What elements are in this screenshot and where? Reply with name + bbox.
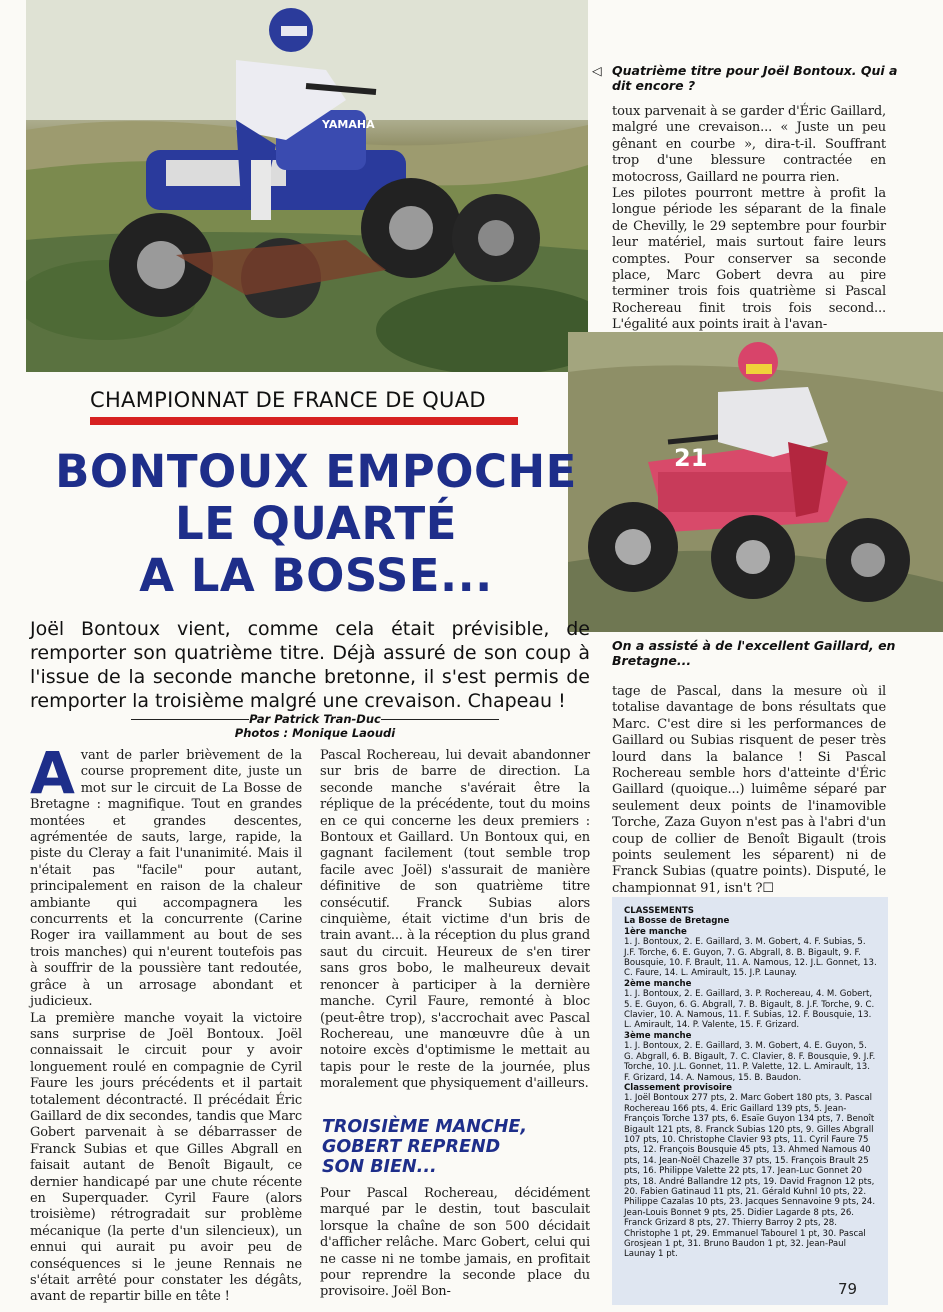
headline-line-3: A LA BOSSE... — [139, 549, 493, 602]
results-heat1-title: 1ère manche — [624, 926, 687, 937]
results-provisional: 1. Joël Bontoux 277 pts, 2. Marc Gobert 180 pts, 3. Pascal Rochereau 166 pts, 4. Eric Gaillard 139 pts, 5. Jean-François Torche 137 pts, 6. Esaïe Guyon 134 pts, 7. Benoît Bigault 121 pts, 8. Franck Subias 120 pts, 9. Gilles Abgrall 107 pts, 10. Christophe Clavier 93 pts, 11. Cyril Faure 75 pts, 12. François Bousquie 45 pts, 13. Ahmed Namous 40 pts, 14. Jean-Noël Chazelle 37 pts, 15. François Brault 25 pts, 16. Philippe Valette 22 pts, 17. Jean-Luc Gonnet 20 pts, 18. André Ballandre 12 pts, 19. David Fragnon 12 pts, 20. Fabien Gatinaud 11 pts, 21. Gérald Kuhnl 10 pts, 22. Philippe Cazalas 10 pts, 23. Jacques Sennavoine 9 pts, 24. Jean-Louis Bonnet 9 pts, 25. Didier Lagarde 8 pts, 26. Franck Grizard 8 pts, 27. Thierry Barroy 2 pts, 28. Christophe 1 pt, 29. Emmanuel Tabourel 1 pt, 30. Pascal Grosjean 1 pt, 31. Bruno Baudon 1 pt, 32. Jean-Paul Launay 1 pt. — [624, 1093, 876, 1260]
column1-paragraph-2: La première manche voyait la victoire sans surprise de Joël Bontoux. Joël connaissait le circuit pour y avoir longuement roulé en compagnie de Cyril Faure les jours précédents et il partait totalement décontracté. Il précédait Éric Gaillard de dix secondes, tandis que Marc Gobert parvenait à se débarrasser de Franck Subias et que Gilles Abgrall en faisait autant de Benoît Bigault, ce dernier handicapé par une chute récente en Superquader. Cyril Faure (alors troisième) rétrogradait sur problème mécanique (la perte d'un silencieux), un ennui qui aurait pu avoir peu de conséquences si le jeune Rennais ne s'était arrêté pour constater les dégâts, avant de repartir bille en tête ! — [30, 1010, 302, 1305]
photo-gaillard — [568, 332, 943, 632]
results-title: CLASSEMENTS — [624, 906, 694, 916]
article-column-2 — [320, 748, 590, 1093]
results-provisional-title: Classement provisoire — [624, 1082, 732, 1093]
byline-rule-left — [131, 719, 249, 720]
article-column-1 — [30, 739, 302, 1306]
column3-paragraph-2: Les pilotes pourront mettre à profit la longue période les séparant de la finale de Chevilly, le 29 septembre pour fourbir leur matériel, mais surtout faire leurs comptes. Pour conserver sa seconde place, Marc Gobert devra au pire terminer trois fois quatrième si Pascal Rochereau finit trois fois second... L'égalité aux points irait à l'avan- — [612, 186, 886, 333]
byline-photos: Photos : Monique Laoudi — [234, 726, 396, 740]
results-heat3: 1. J. Bontoux, 2. E. Gaillard, 3. M. Gobert, 4. E. Guyon, 5. G. Abgrall, 6. B. Bigault, 7. C. Clavier, 8. F. Bousquie, 9. J.F. Torche, 10. J.L. Gonnet, 11. P. Valette, 12. L. Amirault, 13. F. Grizard, 14. A. Namous, 15. B. Baudon. — [624, 1041, 876, 1083]
results-box — [612, 897, 888, 1305]
column3-paragraph-1: toux parvenait à se garder d'Éric Gaillard, malgré une crevaison... « Juste un peu gênant en courbe », dira-t-il. Souffrant trop d'une blessure contractée en motocross, Gaillard ne pourra rien. — [612, 104, 886, 185]
caption-top — [592, 63, 912, 93]
end-mark-icon: ☐ — [762, 880, 774, 896]
subhead-line-3: SON BIEN... — [322, 1157, 437, 1177]
subhead-line-2: GOBERT REPREND — [322, 1137, 501, 1157]
lead-paragraph: Joël Bontoux vient, comme cela était prévisible, de remporter son quatrième titre. Déjà assuré de son coup à l'issue de la seconde manche bretonne, il s'est permis de remporter la troisième malgré une crevaison. Chapeau ! — [30, 618, 590, 712]
results-heat2-title: 2ème manche — [624, 978, 692, 989]
article-column-2-continued — [320, 1186, 590, 1301]
subhead-third-heat — [322, 1117, 592, 1177]
byline-rule-right — [381, 719, 499, 720]
page-number: 79 — [838, 1280, 858, 1298]
kicker: CHAMPIONNAT DE FRANCE DE QUAD — [90, 388, 486, 412]
article-column-3-bottom — [612, 684, 886, 897]
column3-paragraph-3: tage de Pascal, dans la mesure où il totalise davantage de bons résultats que Marc. C'est dire si les performances de Gaillard ou Subias risquent de peser très lourd dans la balance ! Si Pascal Rochereau semble hors d'atteinte d'Éric Gaillard (quoique...) luimême séparé par seulement deux points de l'inamovible Torche, Zaza Guyon n'est pas à l'abri d'un coup de collier de Benoît Bigault (trois points seulement les séparent) ni de Franck Subias (quatre points). Disputé, le championnat 91, isn't ? — [612, 684, 886, 896]
kicker-underline — [90, 417, 518, 425]
caption-right: On a assisté à de l'excellent Gaillard, en Bretagne... — [612, 638, 896, 668]
column2-paragraph-2: Pour Pascal Rochereau, décidément marqué par le destin, tout basculait lorsque la chaîne de son 500 décidait d'afficher relâche. Marc Gobert, celui qui ne casse ni ne tombe jamais, en profitait pour reprendre la seconde place du provisoire. Joël Bon- — [320, 1186, 590, 1300]
results-heat1: 1. J. Bontoux, 2. E. Gaillard, 3. M. Gobert, 4. F. Subias, 5. J.F. Torche, 6. E. Guyon, 7. G. Abgrall, 8. B. Bigault, 9. F. Bousquie, 10. F. Brault, 11. A. Namous, 12. J.L. Gonnet, 13. C. Faure, 14. L. Amirault, 15. J.P. Launay. — [624, 937, 877, 979]
results-event: La Bosse de Bretagne — [624, 916, 730, 927]
article-column-3-top — [612, 104, 886, 334]
column2-paragraph-1: Pascal Rochereau, lui devait abandonner sur bris de barre de direction. La seconde manche s'avérait être la réplique de la précédente, tout du moins en ce qui concerne les deux premiers : Bontoux et Gaillard. Un Bontoux qui, en gagnant facilement (tout semble trop facile avec Joël) s'assurait de manière définitive de son quatrième titre consécutif. Franck Subias alors cinquième, était victime d'un bris de train avant... à la réception du plus grand saut du circuit. Heureux de s'en tirer sans gros bobo, le malheureux devait renoncer à participer à la dernière manche. Cyril Faure, remonté à bloc (peut-être trop), s'accrochait avec Pascal Rochereau, une manœuvre dûe à un notoire excès d'optimisme le mettait au tapis pour le reste de la journée, plus moralement que physiquement d'ailleurs. — [320, 748, 590, 1092]
results-heat2: 1. J. Bontoux, 2. E. Gaillard, 3. P. Rochereau, 4. M. Gobert, 5. E. Guyon, 6. G. Abgrall, 7. B. Bigault, 8. J.F. Torche, 9. C. Clavier, 10. A. Namous, 11. F. Subias, 12. F. Bousquie, 13. L. Amirault, 14. P. Valente, 15. F. Grizard. — [624, 989, 875, 1031]
photo-bontoux-jump — [26, 0, 588, 372]
bike-brand-text: YAMAHA — [322, 118, 375, 131]
left-arrow-icon: ◁ — [592, 63, 602, 78]
headline-line-1: BONTOUX EMPOCHE — [55, 445, 577, 498]
subhead-line-1: TROISIÈME MANCHE, — [322, 1117, 528, 1137]
caption-top-text: Quatrième titre pour Joël Bontoux. Qui a dit encore ? — [612, 63, 898, 93]
headline — [26, 446, 606, 602]
byline — [100, 712, 530, 740]
column1-paragraph-1: vant de parler brièvement de la course proprement dite, juste un mot sur le circuit de La Bosse de Bretagne : magnifique. Tout en grandes montées et grandes descentes, agrémentée de sauts, large, rapide, la piste du Cleray a fait l'unanimité. Mais il n'était pas "facile" pour autant, principalement en raison de la chaleur ambiante qui accompagnera les concurrents et la concurrente (Carine Roger ira vaillamment au bout de ses trois manches) qui n'eurent toutefois pas à souffrir de la poussière tant redoutée, grâce à un arrosage abondant et judicieux. — [30, 748, 302, 1010]
results-heat3-title: 3ème manche — [624, 1030, 692, 1041]
headline-line-2: LE QUARTÉ — [175, 497, 457, 550]
bike-number-text: 21 — [674, 444, 708, 472]
dropcap: A — [30, 739, 75, 807]
byline-author: Par Patrick Tran-Duc — [249, 712, 381, 726]
